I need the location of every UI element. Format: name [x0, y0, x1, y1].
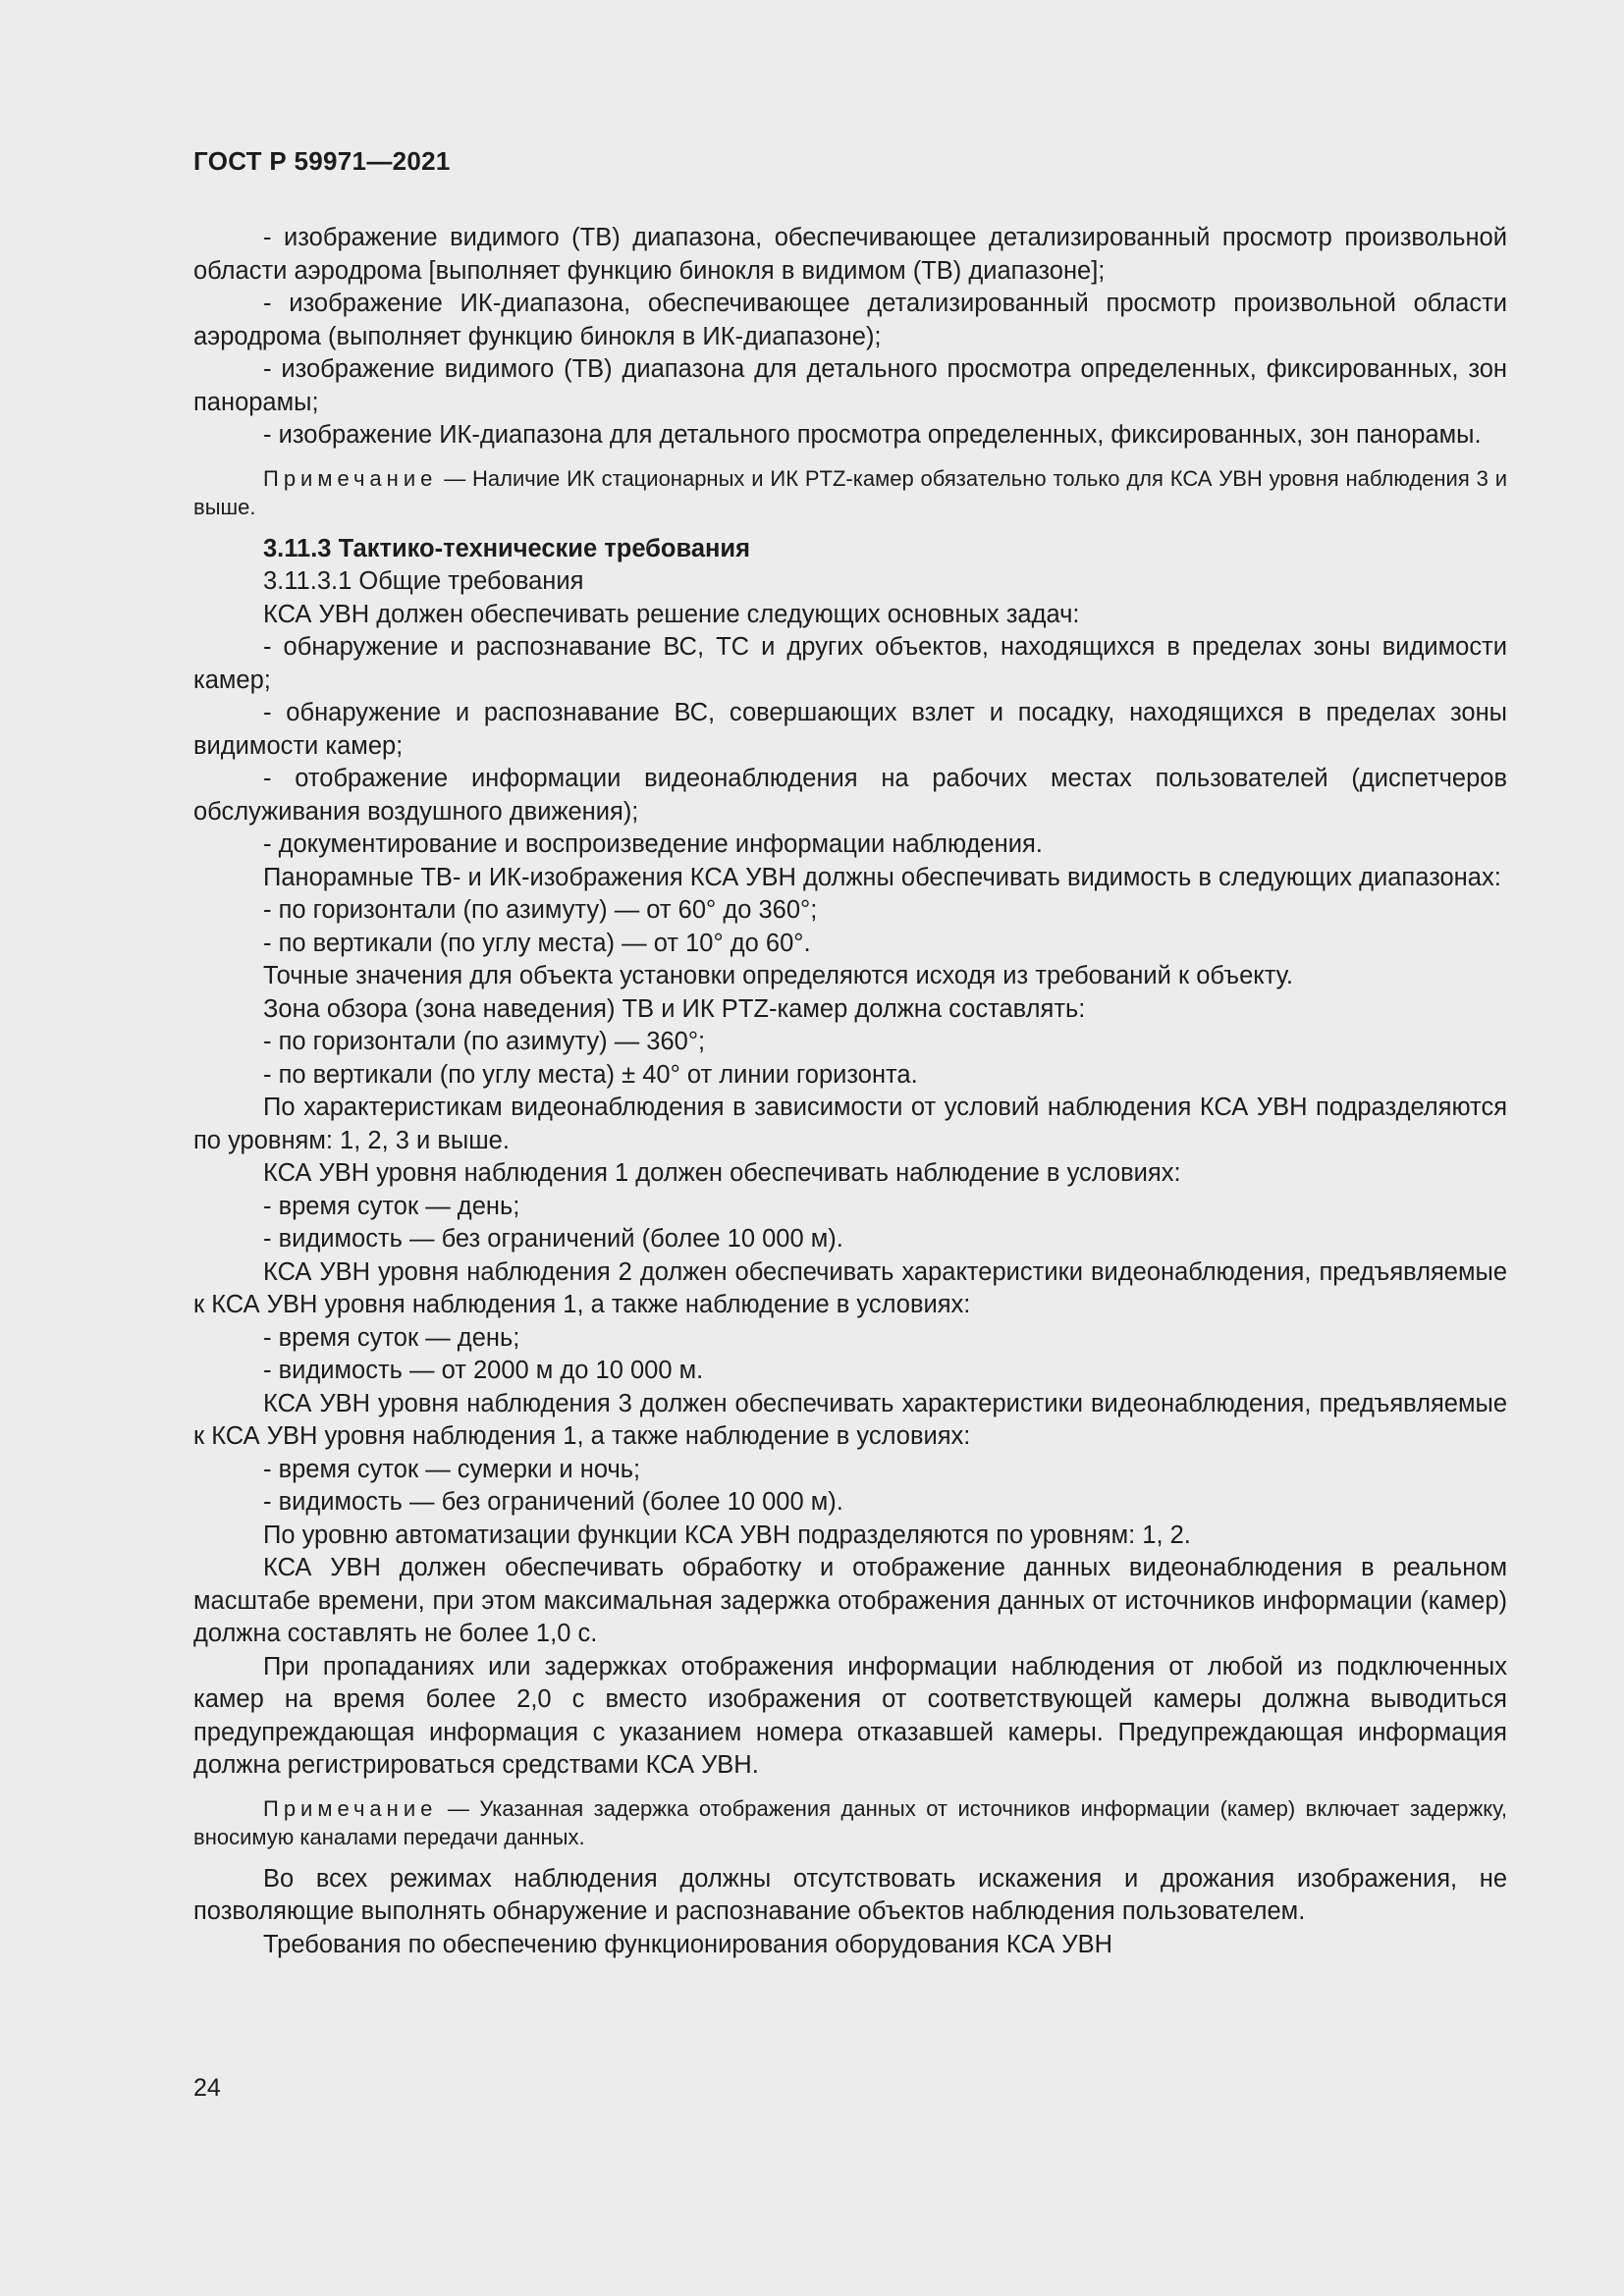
list-item: - отображение информации видеонаблюдения на рабочих местах пользователей (диспетчеров обслуживания воздушного движения); — [193, 765, 1507, 826]
paragraph: Требования по обеспечению функционирования оборудования КСА УВН — [263, 1930, 1113, 1958]
note-label: Примечание — [263, 465, 438, 491]
paragraph: Панорамные ТВ- и ИК-изображения КСА УВН должны обеспечивать видимость в следующих диапазонах: — [263, 863, 1501, 891]
list-item: - по вертикали (по углу места) — от 10° до 60°. — [263, 929, 811, 957]
list-item: - документирование и воспроизведение информации наблюдения. — [263, 830, 1043, 858]
list-item: - изображение видимого (ТВ) диапазона, обеспечивающее детализированный просмотр произвольной области аэродрома [выполняет функцию бинокля в видимом (ТВ) диапазоне]; — [193, 224, 1507, 285]
list-item: - время суток — день; — [263, 1323, 520, 1352]
list-item: - время суток — сумерки и ночь; — [263, 1455, 641, 1483]
paragraph: КСА УВН уровня наблюдения 1 должен обеспечивать наблюдение в условиях: — [263, 1159, 1181, 1187]
list-item: - видимость — от 2000 м до 10 000 м. — [263, 1357, 704, 1384]
section-heading: 3.11.3 Тактико-технические требования — [263, 534, 750, 562]
list-item: - обнаружение и распознавание ВС, ТС и других объектов, находящихся в пределах зоны видимости камер; — [193, 633, 1507, 694]
section-subheading: 3.11.3.1 Общие требования — [263, 567, 584, 595]
paragraph: Зона обзора (зона наведения) ТВ и ИК PTZ-камер должна составлять: — [263, 994, 1086, 1023]
paragraph: Во всех режимах наблюдения должны отсутствовать искажения и дрожания изображения, не позволяющие выполнять обнаружение и распознавание объектов наблюдения пользователем. — [193, 1864, 1507, 1925]
list-item: - по горизонтали (по азимуту) — от 60° до 360°; — [263, 896, 818, 924]
paragraph: КСА УВН должен обеспечивать обработку и отображение данных видеонаблюдения в реальном масштабе времени, при этом максимальная задержка отображения данных от источников информации (камер) должна составлять не более 1,0 с. — [193, 1554, 1507, 1647]
note-1 — [193, 464, 1507, 521]
list-item: - время суток — день; — [263, 1192, 520, 1220]
list-item: - обнаружение и распознавание ВС, совершающих взлет и посадку, находящихся в пределах зоны видимости камер; — [193, 699, 1507, 760]
paragraph: При пропаданиях или задержках отображения информации наблюдения от любой из подключенных камер на время более 2,0 с вместо изображения от соответствующей камеры должна выводиться предупреждающая информация с указанием номера отказавшей камеры. Предупреждающая информация должна регистрироваться средствами КСА УВН. — [193, 1652, 1507, 1779]
note-text: — Наличие ИК стационарных и ИК PTZ-камер обязательно только для КСА УВН уровня наблюдения 3 и выше. — [193, 465, 1507, 519]
document-body — [193, 222, 1507, 1961]
note-label: Примечание — [263, 1795, 438, 1821]
list-item: - видимость — без ограничений (более 10 000 м). — [263, 1225, 843, 1253]
list-item: - по горизонтали (по азимуту) — 360°; — [263, 1028, 706, 1055]
paragraph: Точные значения для объекта установки определяются исходя из требований к объекту. — [263, 962, 1293, 989]
page-number: 24 — [193, 2074, 221, 2102]
paragraph: КСА УВН уровня наблюдения 3 должен обеспечивать характеристики видеонаблюдения, предъявляемые к КСА УВН уровня наблюдения 1, а также наблюдение в условиях: — [193, 1389, 1507, 1450]
note-2 — [193, 1794, 1507, 1851]
list-item: - изображение ИК-диапазона, обеспечивающее детализированный просмотр произвольной области аэродрома (выполняет функцию бинокля в ИК-диапазоне); — [193, 290, 1507, 350]
paragraph: По характеристикам видеонаблюдения в зависимости от условий наблюдения КСА УВН подразделяются по уровням: 1, 2, 3 и выше. — [193, 1094, 1507, 1154]
list-item: - изображение ИК-диапазона для детального просмотра определенных, фиксированных, зон панорамы. — [263, 421, 1482, 449]
list-item: - по вертикали (по углу места) ± 40° от линии горизонта. — [263, 1060, 918, 1089]
paragraph: По уровню автоматизации функции КСА УВН подразделяются по уровням: 1, 2. — [263, 1521, 1191, 1549]
list-item: - изображение видимого (ТВ) диапазона для детального просмотра определенных, фиксированных, зон панорамы; — [193, 355, 1507, 416]
paragraph: КСА УВН уровня наблюдения 2 должен обеспечивать характеристики видеонаблюдения, предъявляемые к КСА УВН уровня наблюдения 1, а также наблюдение в условиях: — [193, 1257, 1507, 1318]
list-item: - видимость — без ограничений (более 10 000 м). — [263, 1488, 843, 1516]
paragraph: КСА УВН должен обеспечивать решение следующих основных задач: — [263, 600, 1080, 628]
document-header: ГОСТ Р 59971—2021 — [193, 146, 451, 176]
note-text: — Указанная задержка отображения данных от источников информации (камер) включает задержку, вносимую каналами передачи данных. — [193, 1795, 1507, 1849]
